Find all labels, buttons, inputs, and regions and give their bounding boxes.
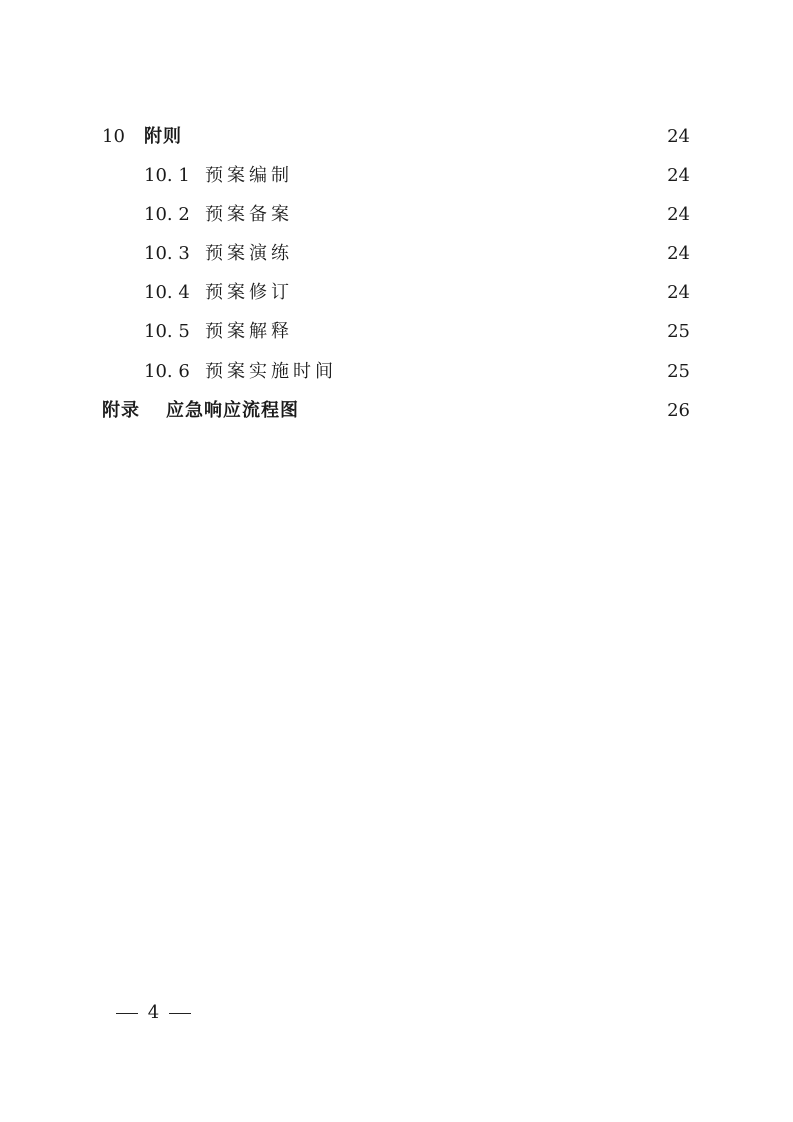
toc-entry-title: 预案修订 [205, 282, 293, 303]
toc-entry-section[interactable] [144, 280, 690, 306]
toc-entry-section[interactable] [144, 163, 690, 189]
footer-dash-left [116, 1013, 138, 1014]
toc-entry-page: 24 [667, 126, 690, 147]
toc-entry-prefix: 附录 [102, 400, 140, 421]
toc-entry-title: 预案实施时间 [205, 361, 337, 382]
toc-entry-section[interactable] [144, 241, 690, 267]
toc-entry-title: 预案编制 [205, 165, 293, 186]
toc-entry-page: 24 [667, 165, 690, 186]
dot-leader [307, 280, 658, 306]
toc-entry-page: 25 [667, 321, 690, 342]
toc-entry-title: 应急响应流程图 [166, 400, 299, 421]
toc-entry-page: 24 [667, 204, 690, 225]
footer-page-number: 4 [147, 1002, 160, 1023]
toc-entry-number: 10. 6 [144, 361, 190, 382]
footer-dash-right [169, 1013, 191, 1014]
toc-entry-number: 10. 5 [144, 321, 190, 342]
toc-entry-section[interactable] [144, 319, 690, 345]
dot-leader [307, 202, 658, 228]
toc-entry-number: 10 [102, 126, 125, 147]
dot-leader [307, 241, 658, 267]
toc-entry-page: 24 [667, 243, 690, 264]
toc-entry-chapter-10[interactable] [102, 124, 690, 150]
toc-entry-page: 26 [667, 400, 690, 421]
toc-entry-section[interactable] [144, 202, 690, 228]
toc-entry-title: 预案备案 [205, 204, 293, 225]
toc-entry-number: 10. 1 [144, 165, 190, 186]
toc-entry-number: 10. 2 [144, 204, 190, 225]
toc-entry-number: 10. 3 [144, 243, 190, 264]
page-footer [112, 1000, 195, 1026]
toc-entry-number: 10. 4 [144, 282, 190, 303]
dot-leader [351, 359, 658, 385]
toc-entry-title: 预案演练 [205, 243, 293, 264]
toc-entry-section[interactable] [144, 359, 690, 385]
toc-entry-title: 附则 [144, 126, 182, 147]
dot-leader [307, 163, 658, 189]
toc-entry-page: 24 [667, 282, 690, 303]
dot-leader [313, 398, 658, 424]
dot-leader [307, 319, 658, 345]
toc-entry-appendix[interactable] [102, 398, 690, 424]
dot-leader [196, 124, 658, 150]
toc-entry-page: 25 [667, 361, 690, 382]
toc-entry-title: 预案解释 [205, 321, 293, 342]
